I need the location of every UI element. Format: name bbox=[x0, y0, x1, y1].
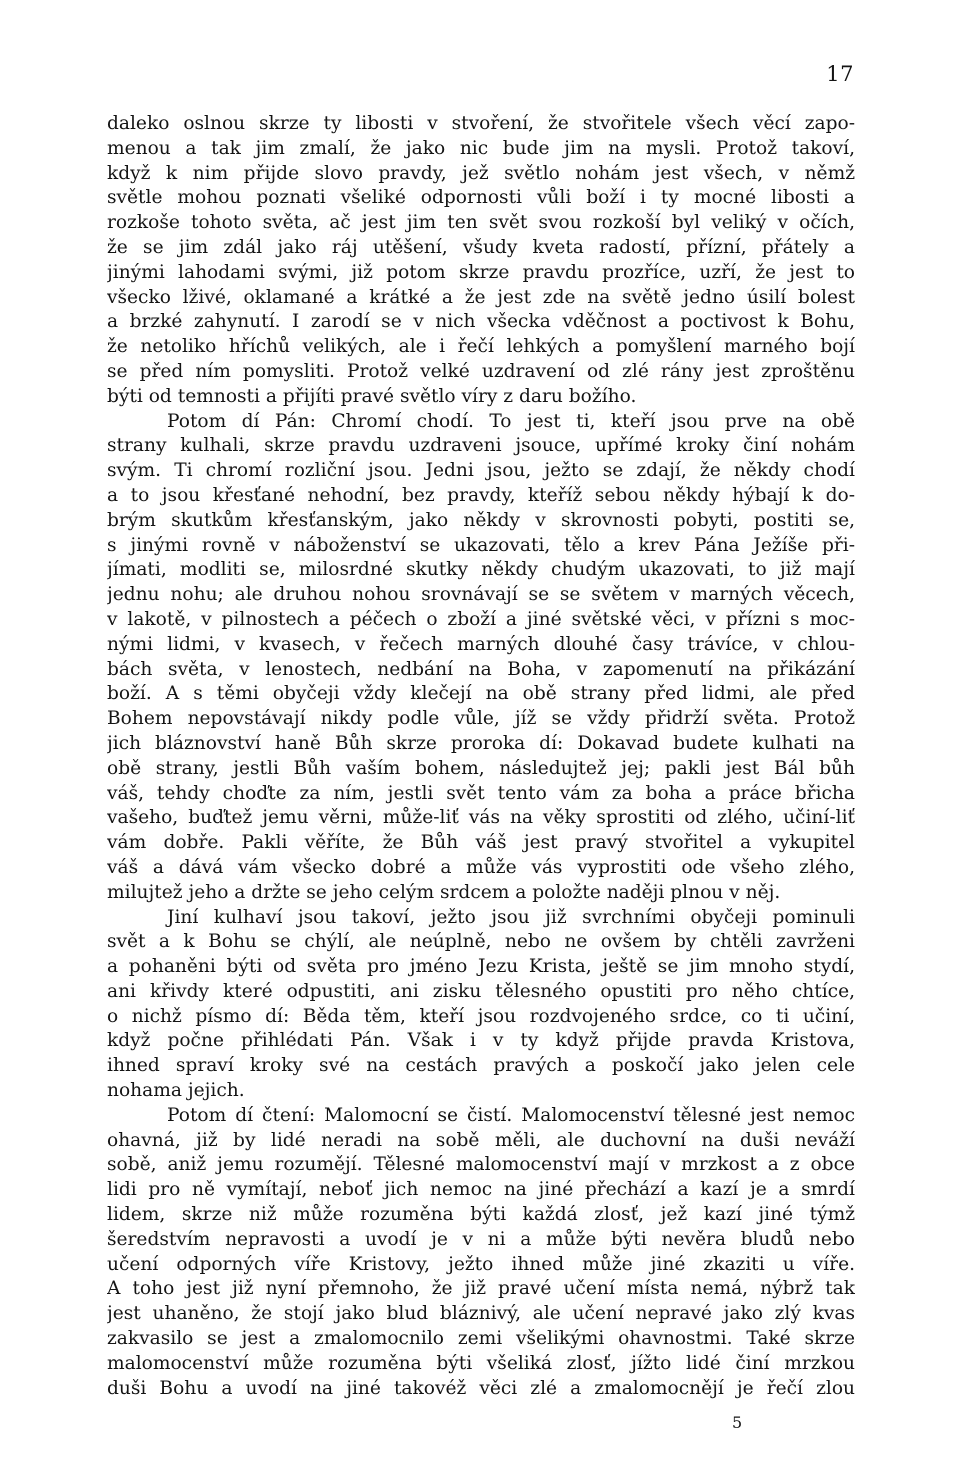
text-line: jinými lahodami svými, již potom skrze pravdu prozříce, uzří, že jest to bbox=[107, 261, 855, 283]
text-line: učení odporných víře Kristovy, ježto ihned může jiné zkaziti u víře. bbox=[107, 1253, 855, 1275]
text-line: milujtež jeho a držte se jeho celým srdcem a položte naději plnou v něj. bbox=[107, 881, 781, 903]
text-line: lidi pro ně vymítají, neboť jich nemoc na jiné přechází a kazí je a smrdí bbox=[107, 1179, 855, 1201]
text-line: a pohaněni býti od světa pro jméno Jezu Krista, ještě se jim mnoho stydí, bbox=[107, 956, 855, 978]
body-text bbox=[107, 112, 855, 1401]
text-line: všecko lživé, oklamané a krátké a že jest zde na světě jedno úsilí bolest bbox=[107, 286, 855, 308]
text-line: býti od temnosti a přijíti pravé světlo víry z daru božího. bbox=[107, 385, 637, 407]
text-line: jest uhaněno, že stojí jako blud bláznivý, ale učení nepravé jako zlý kvas bbox=[107, 1303, 855, 1325]
text-line: malomocenství může rozuměna býti všeliká zlosť, jížto lidé činí mrzkou bbox=[107, 1352, 855, 1374]
text-line: vašeho, buďtež jemu věrni, může-liť vás na věky sprostiti od zlého, učiní-liť bbox=[107, 807, 855, 829]
text-line: A toho jest již nyní přemnoho, že již pravé učení místa nemá, nýbrž tak bbox=[107, 1278, 855, 1300]
text-line: váš, tehdy choďte za ním, jestli svět tento vám za boha a práce břicha bbox=[107, 782, 855, 804]
text-line: Potom dí Pán: Chromí chodí. To jest ti, kteří jsou prve na obě bbox=[167, 410, 855, 432]
text-line: obě strany, jestli Bůh vaším bohem, následujtež jej; pakli jest Bál bůh bbox=[107, 757, 855, 779]
text-line: že se jim zdál jako ráj utěšení, všudy kveta radostí, přízní, přátely a bbox=[107, 236, 855, 258]
text-line: s jinými rovně v náboženství se ukazovati, tělo a krev Pána Ježíše při- bbox=[107, 534, 855, 556]
text-line: daleko oslnou skrze ty libosti v stvoření, že stvořitele všech věcí zapo- bbox=[107, 113, 855, 134]
text-line: se před ním pomysliti. Protož velké uzdravení od zlé rány jest zproštěnu bbox=[107, 360, 855, 382]
text-line: strany kulhali, skrze pravdu uzdraveni jsouce, upřímé kroky činí nohám bbox=[107, 435, 855, 457]
text-line: svět a k Bohu se chýlí, ale neúplně, nebo ne ovšem by chtěli zavrženi bbox=[107, 931, 855, 953]
text-line: Jiní kulhaví jsou takoví, ježto jsou již svrchními obyčeji pominuli bbox=[167, 906, 855, 928]
text-line: duši Bohu a uvodí na jiné takovéž věci zlé a zmalomocnějí je řečí zlou bbox=[107, 1377, 855, 1399]
text-line: když k nim přijde slovo pravdy, jež světlo nohám jest všech, v němž bbox=[107, 162, 855, 184]
text-line: jímati, modliti se, milosrdné skutky někdy chudým ukazovati, to již mají bbox=[107, 559, 855, 581]
text-line: nohama jejich. bbox=[107, 1080, 245, 1102]
text-line: brým skutkům křesťanským, jako někdy v skrovnosti pobyti, postiti se, bbox=[107, 509, 855, 531]
text-line: a to jsou křesťané nehodní, bez pravdy, kteříž sebou někdy hýbají k do- bbox=[107, 484, 855, 506]
text-line: jich bláznovství haně Bůh skrze proroka dí: Dokavad budete kulhati na bbox=[107, 732, 855, 754]
text-line: Bohem nepovstávají nikdy podle vůle, jíž se vždy přidrží světa. Protož bbox=[107, 708, 855, 730]
text-line: váš a dává vám všecko dobré a může vás vyprostiti ode všeho zlého, bbox=[107, 856, 855, 878]
text-line: bách světa, v lenostech, nedbání na Boha, v zapomenutí na přikázání bbox=[107, 658, 855, 680]
text-line: šeredstvím nepravosti a uvodí je v ni a může býti nevěra bludů nebo bbox=[107, 1228, 855, 1250]
text-line: v lakotě, v pilnostech a péčech o zboží a jiné světské věci, v přízni s moc- bbox=[107, 608, 855, 630]
signature-mark: 5 bbox=[732, 1413, 743, 1432]
text-line: nými lidmi, v kvasech, v řečech marných dlouhé časy trávíce, v chlou- bbox=[107, 633, 855, 655]
text-line: a brzké zahynutí. I zarodí se v nich všecka vděčnost a poctivost k Bohu, bbox=[107, 311, 855, 333]
text-line: o nichž písmo dí: Běda těm, kteří jsou rozdvojeného srdce, co ti učiní, bbox=[107, 1005, 855, 1027]
text-line: svým. Ti chromí rozliční jsou. Jedni jsou, ježto se zdají, že někdy chodí bbox=[107, 460, 855, 482]
text-line: menou a tak jim zmalí, že jako nic bude jim na mysli. Protož takoví, bbox=[107, 137, 855, 159]
text-line: vám dobře. Pakli věříte, že Bůh váš jest pravý stvořitel a vykupitel bbox=[107, 832, 855, 854]
text-line: rozkoše tohoto světa, ač jest jim ten svět svou rozkoší byl veliký v očích, bbox=[107, 212, 855, 234]
text-line: když počne přihlédati Pán. Však i v ty když přijde pravda Kristova, bbox=[107, 1030, 855, 1052]
text-line: světle mohou poznati všeliké odpornosti vůli boží i ty mocné libosti a bbox=[107, 187, 855, 209]
text-line: zakvasilo se jest a zmalomocnilo zemi všelikými ohavnostmi. Také skrze bbox=[107, 1328, 855, 1350]
text-line: ihned spraví kroky své na cestách pravých a poskočí jako jelen cele bbox=[107, 1055, 855, 1077]
page-number: 17 bbox=[826, 62, 854, 86]
text-line: ohavná, již by lidé neradi na sobě měli, ale duchovní na duši neváží bbox=[107, 1129, 855, 1151]
text-line: boží. A s těmi obyčeji vždy klečejí na obě strany před lidmi, ale před bbox=[107, 683, 855, 705]
text-line: ani křivdy které odpustiti, ani zisku tělesného opustiti pro něho chtíce, bbox=[107, 980, 855, 1002]
text-line: Potom dí čtení: Malomocní se čistí. Malomocenství tělesné jest nemoc bbox=[167, 1104, 855, 1126]
text-line: sobě, aniž jemu rozumějí. Tělesné malomocenství mají v mrzkost a z obce bbox=[107, 1154, 855, 1176]
text-line: jednu nohu; ale druhou nohou srovnávají se se světem v marných věcech, bbox=[107, 584, 855, 606]
text-line: lidem, skrze niž může rozuměna býti každá zlosť, jež kazí jiné týmž bbox=[107, 1204, 855, 1226]
text-line: že netoliko hříchů velikých, ale i řečí lehkých a pomyšlení marného bojí bbox=[107, 336, 855, 358]
